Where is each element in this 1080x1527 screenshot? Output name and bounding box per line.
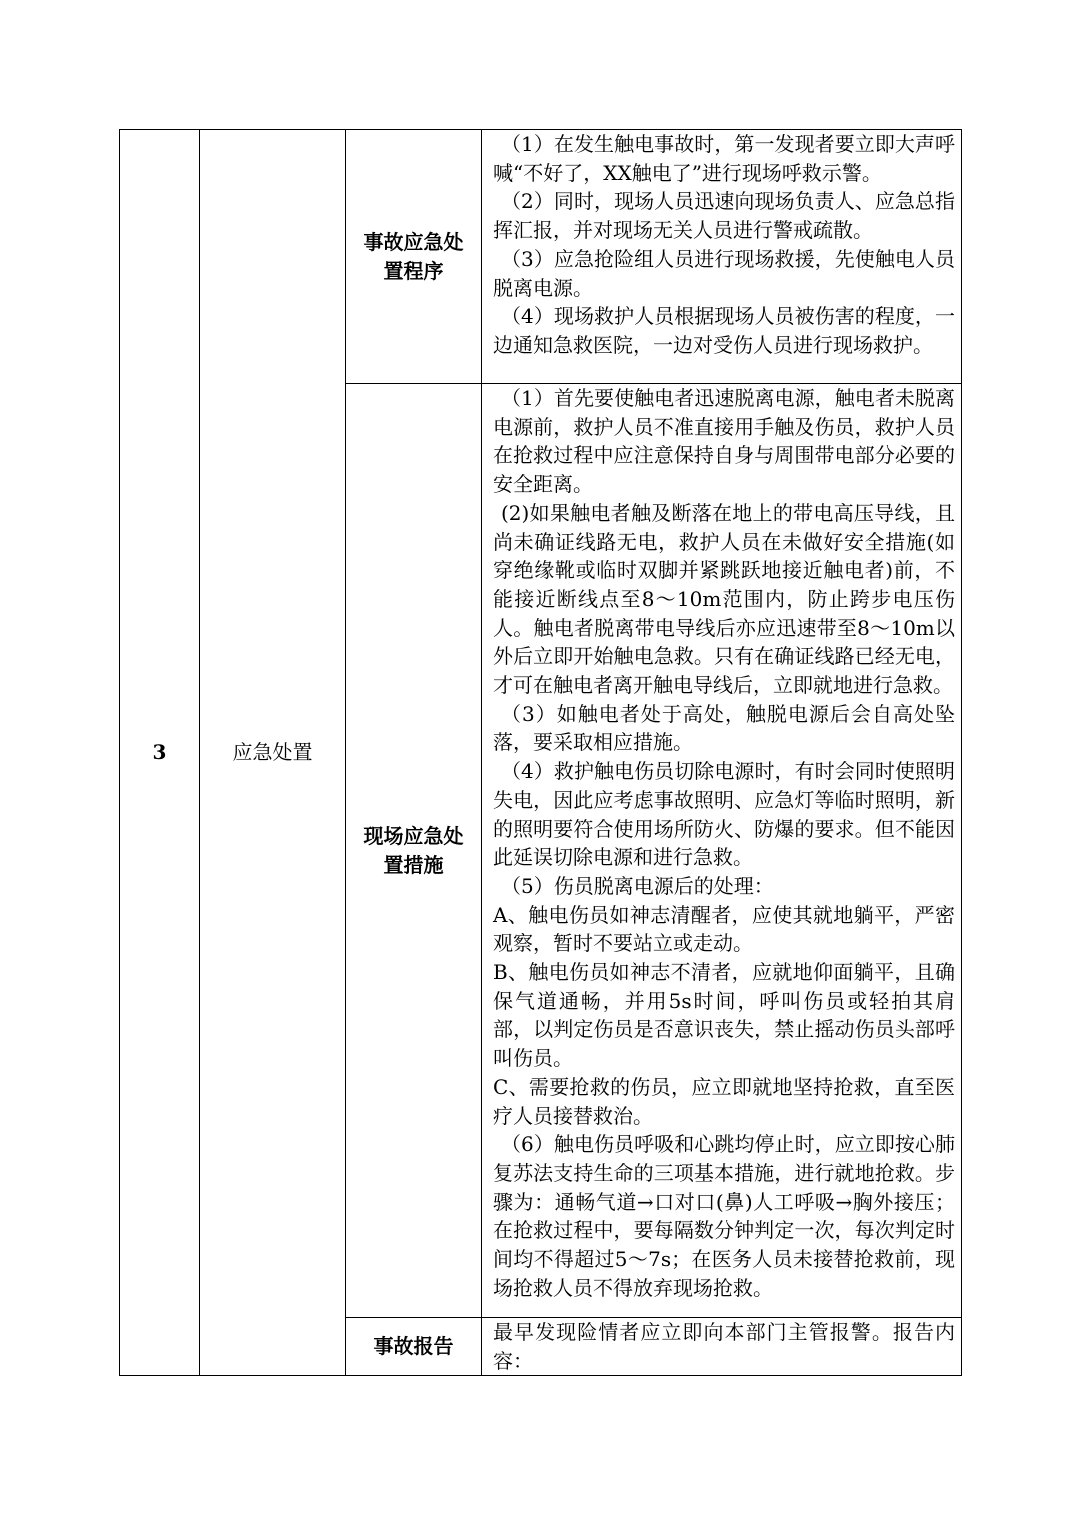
section-content-cell (482, 130, 962, 384)
section-label-cell (346, 130, 482, 384)
paragraph: A、触电伤员如神志清醒者，应使其就地躺平，严密观察，暂时不要站立或走动。 (493, 902, 955, 956)
section-label-procedure: 事故应急处置程序 (363, 229, 464, 283)
paragraph: (2)如果触电者触及断落在地上的带电高压导线，且尚未确证线路无电，救护人员在未做好安全措施(如穿绝缘靴或临时双脚并紧跳跃地接近触电者)前，不能接近断线点至8～10m范围内，防止跨步电压伤人。触电者脱离带电导线后亦应迅速带至8～10m以外后立即开始触电急救。只有在确证线路已经无电，才可在触电者离开触电导线后，立即就地进行急救。 (493, 500, 955, 698)
emergency-procedure-table (119, 129, 962, 1376)
section-label-cell (346, 384, 482, 1318)
category-label: 应急处置 (232, 740, 313, 765)
paragraph: （3）如触电者处于高处，触脱电源后会自高处坠落，要采取相应措施。 (493, 701, 955, 755)
paragraph: （5）伤员脱离电源后的处理： (501, 873, 774, 898)
section-label-report: 事故报告 (373, 1334, 454, 1359)
paragraph: （4）救护触电伤员切除电源时，有时会同时使照明失电，因此应考虑事故照明、应急灯等临时照明，新的照明要符合使用场所防火、防爆的要求。但不能因此延误切除电源和进行急救。 (493, 759, 955, 870)
paragraph: （6）触电伤员呼吸和心跳均停止时，应立即按心肺复苏法支持生命的三项基本措施，进行就地抢救。步骤为：通畅气道→口对口(鼻)人工呼吸→胸外接压；在抢救过程中，要每隔数分钟判定一次，每次判定时间均不得超过5～7s；在医务人员未接替抢救前，现场抢救人员不得放弃现场抢救。 (493, 1132, 955, 1300)
row-number-cell (120, 130, 200, 1376)
section-label-measures: 现场应急处置措施 (363, 823, 464, 877)
paragraph: C、需要抢救的伤员，应立即就地坚持抢救，直至医疗人员接替救治。 (493, 1074, 955, 1128)
row-number: 3 (152, 740, 167, 765)
table-row (120, 130, 962, 384)
section-content-cell (482, 384, 962, 1318)
paragraph: （1）首先要使触电者迅速脱离电源，触电者未脱离电源前，救护人员不准直接用手触及伤员，救护人员在抢救过程中应注意保持自身与周围带电部分必要的安全距离。 (493, 386, 955, 497)
section-content-cell (482, 1318, 962, 1376)
paragraph: （4）现场救护人员根据现场人员被伤害的程度，一边通知急救医院，一边对受伤人员进行现场救护。 (493, 304, 955, 357)
paragraph: 最早发现险情者应立即向本部门主管报警。报告内容： (493, 1320, 955, 1373)
category-cell (200, 130, 346, 1376)
section-label-cell (346, 1318, 482, 1376)
paragraph: （1）在发生触电事故时，第一发现者要立即大声呼喊“不好了，XX触电了”进行现场呼救示警。 (493, 132, 955, 185)
paragraph: （2）同时，现场人员迅速向现场负责人、应急总指挥汇报，并对现场无关人员进行警戒疏散。 (493, 189, 955, 243)
paragraph: B、触电伤员如神志不清者，应就地仰面躺平，且确保气道通畅，并用5s时间，呼叫伤员或轻拍其肩部，以判定伤员是否意识丧失，禁止摇动伤员头部呼叫伤员。 (493, 960, 955, 1071)
paragraph: （3）应急抢险组人员进行现场救援，先使触电人员脱离电源。 (493, 246, 955, 300)
